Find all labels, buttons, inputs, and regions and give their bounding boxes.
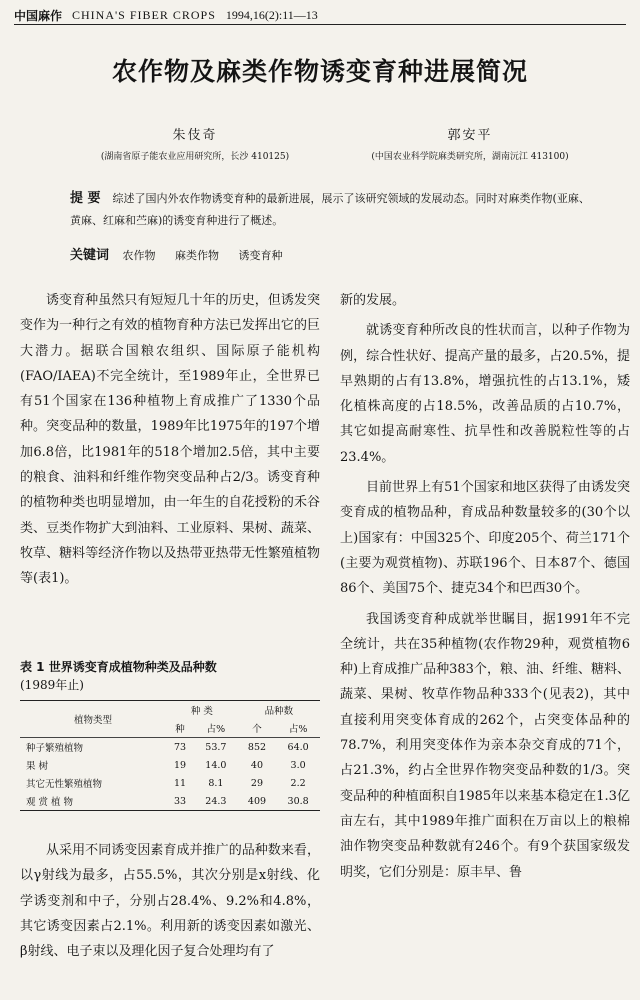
left-column-top bbox=[20, 288, 320, 592]
author-1 bbox=[50, 124, 340, 162]
author-affiliation: (中国农业科学院麻类研究所，湖南沅江 413100) bbox=[371, 152, 569, 162]
table-cell: 2.2 bbox=[290, 777, 306, 789]
right-column bbox=[340, 288, 630, 885]
abstract-label: 提 要 bbox=[70, 191, 101, 206]
table-cell: 53.7 bbox=[205, 741, 227, 753]
table-row bbox=[20, 738, 320, 757]
keyword: 麻类作物 bbox=[175, 249, 220, 262]
table-cell: 73 bbox=[173, 741, 187, 753]
running-header bbox=[14, 6, 626, 25]
author-2 bbox=[310, 124, 630, 162]
journal-issue: 1994,16(2):11—13 bbox=[225, 7, 318, 22]
keyword: 诱变育种 bbox=[238, 249, 283, 262]
table-cell: 40 bbox=[250, 759, 264, 771]
body-paragraph: 我国诱变育种成就举世瞩目，据1991年不完全统计，共在35种植物(农作物29种，观赏植物6种)上育成推广品种383个，粮、油、纤维、糖料、蔬菜、果树、牧草作物品种333个(见表2)，其中直接利用突变体育成的262个，占突变体品种的78.7%，利用突变体作为亲本杂交育成的71个，占21.3%，约占全世界作物突变品种数的1/3。突变品种的种植面积自1985年以来基本稳定在1.3亿亩左右，其中1989年推广面积在万亩以上的粮棉油作物突变品种数就有246个。有9个获国家级发明奖，它们分别是：原丰早、鲁 bbox=[340, 611, 630, 880]
table-cell: 64.0 bbox=[287, 741, 309, 753]
table-row bbox=[20, 756, 320, 774]
body-paragraph: 新的发展。 bbox=[340, 293, 406, 308]
table-cell: 果 树 bbox=[26, 761, 49, 772]
table-header: 品种数 bbox=[264, 706, 294, 717]
body-paragraph: 从采用不同诱变因素育成并推广的品种数来看，以γ射线为最多，占55.5%，其次分别是x射线、化学诱变剂和中子，分别占28.4%、9.2%和4.8%，其它诱变因素占2.1%。利用新的诱变因素如激光、β射线、电子束以及理化因子复合处理均有了 bbox=[20, 843, 320, 960]
table-cell: 14.0 bbox=[205, 759, 227, 771]
body-paragraph: 就诱变育种所改良的性状而言，以种子作物为例，综合性状好、提高产量的最多，占20.5%，提早熟期的占有13.8%，增强抗性的占13.1%，矮化植株高度的占18.5%，改善品质的占10.7%，其它如提高耐寒性、抗旱性和改善脱粒性等的占23.4%。 bbox=[340, 323, 630, 465]
author-name: 郭安平 bbox=[447, 128, 493, 143]
author-affiliation: (湖南省原子能农业应用研究所，长沙 410125) bbox=[100, 152, 290, 162]
table-header: 植物类型 bbox=[20, 701, 166, 738]
table-cell: 8.1 bbox=[208, 777, 224, 789]
author-block bbox=[0, 124, 640, 164]
table-cell: 30.8 bbox=[287, 795, 309, 807]
table-row bbox=[20, 774, 320, 792]
table-header: 种 类 bbox=[190, 706, 213, 717]
table-1 bbox=[20, 700, 320, 811]
journal-name-cn: 中国麻作 bbox=[14, 8, 63, 23]
journal-name-en: CHINA'S FIBER CROPS bbox=[72, 7, 216, 22]
abstract-text: 综述了国内外农作物诱变育种的最新进展，展示了该研究领域的发展动态。同时对麻类作物(亚麻、黄麻、红麻和苎麻)的诱变育种进行了概述。 bbox=[70, 192, 590, 227]
article-title: 农作物及麻类作物诱变育种进展简况 bbox=[111, 57, 528, 86]
table-caption bbox=[20, 658, 320, 694]
table-header: 个 bbox=[252, 724, 262, 735]
table-cell: 29 bbox=[250, 777, 264, 789]
table-cell: 11 bbox=[173, 777, 187, 789]
table-cell: 33 bbox=[173, 795, 187, 807]
body-paragraph: 目前世界上有51个国家和地区获得了由诱发突变育成的植物品种，育成品种数量较多的(30个以上)国家有：中国325个、印度205个、荷兰171个(主要为观赏植物)、苏联196个、日本87个、德国86个、美国75个、捷克34个和巴西30个。 bbox=[340, 480, 630, 597]
body-paragraph: 诱变育种虽然只有短短几十年的历史，但诱发突变作为一种行之有效的植物育种方法已发挥出它的巨大潜力。据联合国粮农组织、国际原子能机构(FAO/IAEA)不完全统计，至1989年止，全世界已有51个国家在136种植物上育成推广了1330个品种。突变品种的数量，1989年比1975年的197个增加6.8倍，比1981年的518个增加2.5倍，其中主要的粮食、油料和纤维作物突变品种占2/3。诱变育种的植物种类也明显增加，由一年生的自花授粉的禾谷类、豆类作物扩大到油料、工业原料、果树、蔬菜、牧草、糖料等经济作物以及热带亚热带无性繁殖植物等(表1)。 bbox=[20, 293, 320, 587]
table-cell: 3.0 bbox=[290, 759, 306, 771]
table-cell: 409 bbox=[247, 795, 267, 807]
keyword: 农作物 bbox=[122, 249, 156, 262]
keywords bbox=[70, 244, 299, 263]
table-row bbox=[20, 792, 320, 811]
left-column-bottom bbox=[20, 838, 320, 964]
table-cell: 852 bbox=[247, 741, 267, 753]
table-cell: 24.3 bbox=[205, 795, 227, 807]
table-cell: 观 赏 植 物 bbox=[26, 797, 74, 808]
abstract bbox=[70, 188, 596, 232]
table-title: 表 1 世界诱变育成植物种类及品种数 bbox=[20, 660, 217, 674]
table-header: 占% bbox=[206, 724, 226, 735]
table-header: 占% bbox=[288, 724, 308, 735]
author-name: 朱伎奇 bbox=[172, 128, 218, 143]
table-header: 种 bbox=[175, 724, 185, 735]
table-subtitle: (1989年止) bbox=[20, 678, 84, 692]
table-cell: 种子繁殖植物 bbox=[26, 743, 84, 754]
table-cell: 19 bbox=[173, 759, 187, 771]
table-cell: 其它无性繁殖植物 bbox=[26, 779, 103, 790]
keywords-label: 关键词 bbox=[70, 248, 110, 263]
